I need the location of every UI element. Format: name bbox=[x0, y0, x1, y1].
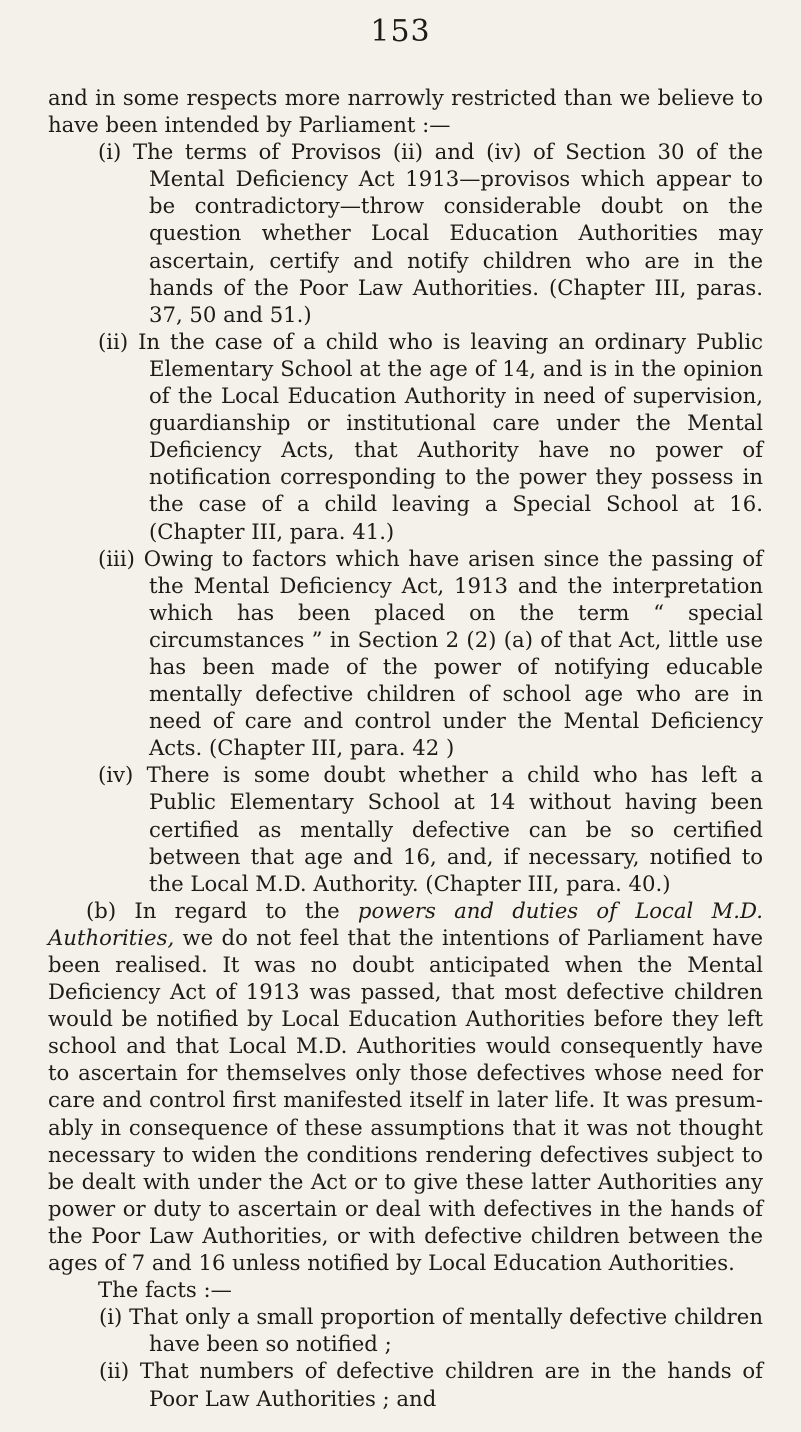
section-b-text: we do not feel that the intentions of Parliament have been realised. It was no doubt anticipated when the Mental Deficiency Act of 1913 was passed, that most defective children would be notified by Local Education Authorities before they left school and that Local M.D. Authorities would consequently have to ascertain for themselves only those defectives whose need for care and control first manifested itself in later life. It was presum-ably in consequence of these assumptions that it was not thought necessary to widen the conditions rendering defectives subject to be dealt with under the Act or to give these latter Authorities any power or duty to ascertain or deal with defectives in the hands of the Poor Law Authorities, or with defective children between the ages of 7 and 16 unless notified by Local Education Authorities. bbox=[48, 924, 763, 1276]
section-b-marker: (b) bbox=[86, 897, 117, 923]
list-item-text: In the case of a child who is leaving an ordinary Public Elementary School at the age of 14, and is in the opinion of the Local Education Authority in need of supervision, guardianship or institutional care under the Mental Deficiency Acts, that Authority have no power of notification corresponding to the power they possess in the case of a child leaving a Special School at 16. (Chapter III, para. 41.) bbox=[138, 328, 763, 544]
list-item-text: That only a small proportion of mentally defective children have been so notified ; bbox=[129, 1304, 763, 1357]
page-number: 153 bbox=[370, 14, 431, 49]
list-item-iii bbox=[48, 545, 763, 762]
body-text bbox=[48, 84, 763, 1412]
section-b-italic-heading: powers and duties of Local M.D. Authorities, bbox=[48, 897, 763, 950]
list-item-text: That numbers of defective children are in the hands of Poor Law Authorities ; and bbox=[139, 1358, 763, 1411]
list-item-text: There is some doubt whether a child who has left a Public Elementary School at 14 without having been certified as mentally defective can be so certified between that age and 16, and, if necessary, notified to the Local M.D. Authority. (Chapter III, para. 40.) bbox=[146, 762, 763, 896]
list-marker: (ii) bbox=[99, 1358, 130, 1384]
intro-paragraph: and in some respects more narrowly restricted than we believe to have been intended by Parliament :— bbox=[48, 85, 763, 138]
list-item-text: Owing to factors which have arisen since the passing of the Mental Deficiency Act, 1913 and the interpretation which has been placed on the term “ special circumstances ” in Section 2 (2) (a) of that Act, little use has been made of the power of notifying educable mentally defective children of school age who are in need of care and control under the Mental Deficiency Acts. (Chapter III, para. 42 ) bbox=[143, 545, 763, 761]
list-marker: (iv) bbox=[98, 762, 134, 788]
list-marker: (i) bbox=[98, 139, 122, 165]
list-item-i bbox=[48, 138, 763, 328]
facts-item-i bbox=[48, 1303, 763, 1357]
section-b-lead: In regard to the bbox=[134, 897, 340, 923]
facts-item-ii bbox=[48, 1357, 763, 1411]
list-item-iv bbox=[48, 761, 763, 896]
list-marker: (iii) bbox=[98, 545, 135, 571]
section-b-paragraph bbox=[48, 897, 763, 1276]
list-marker: (ii) bbox=[98, 328, 129, 354]
list-item-ii bbox=[48, 328, 763, 545]
list-marker: (i) bbox=[99, 1304, 123, 1330]
facts-lead: The facts :— bbox=[98, 1277, 232, 1303]
list-item-text: The terms of Provisos (ii) and (iv) of Section 30 of the Mental Deficiency Act 1913—provisos which appear to be contradictory—throw considerable doubt on the question whether Local Education Authorities may ascertain, certify and notify children who are in the hands of the Poor Law Authorities. (Chapter III, paras. 37, 50 and 51.) bbox=[132, 139, 763, 327]
